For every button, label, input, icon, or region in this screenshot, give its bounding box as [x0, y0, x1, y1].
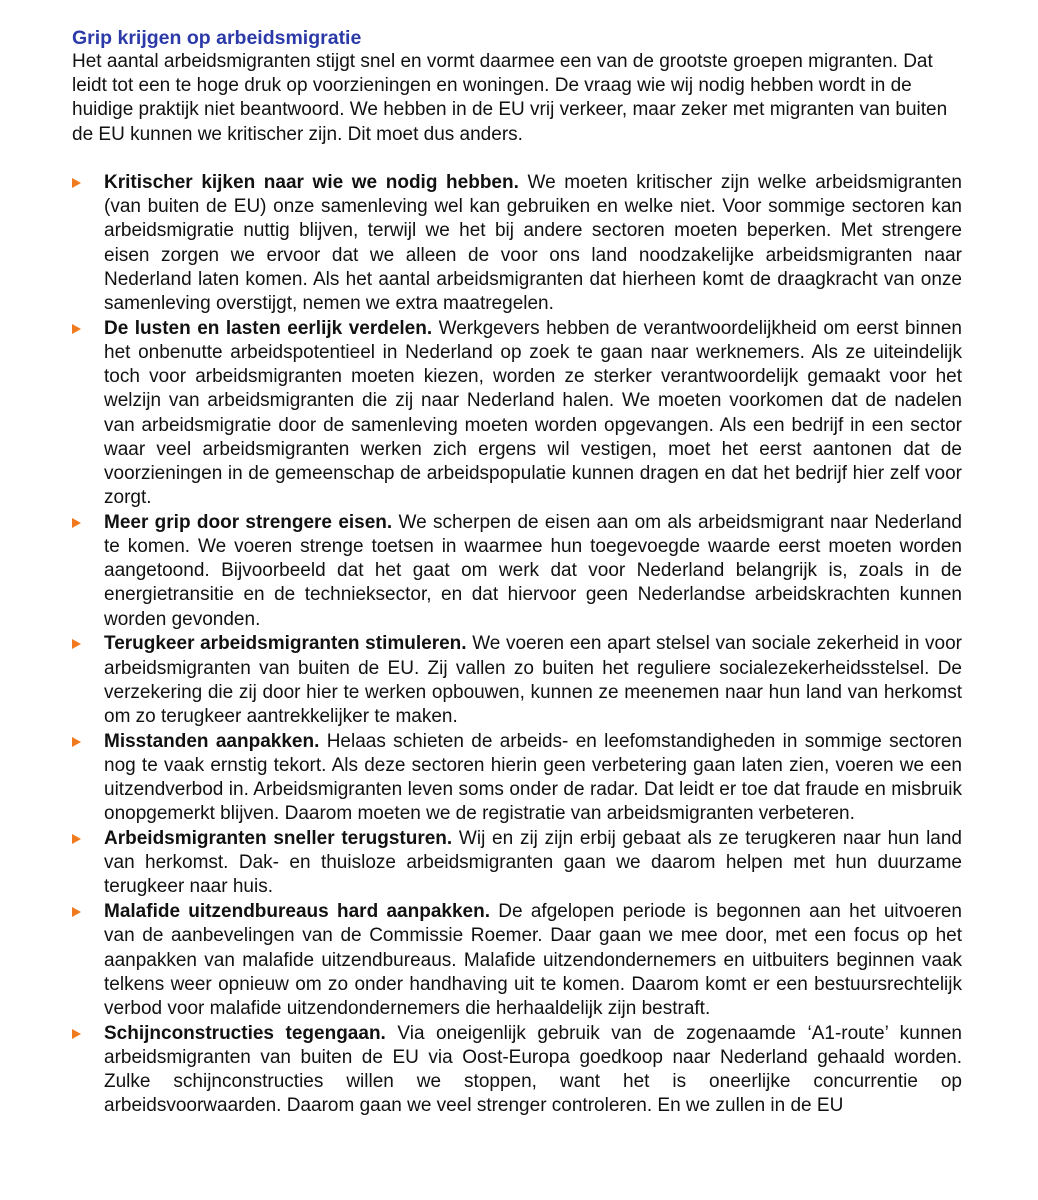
list-item [72, 827, 962, 900]
triangle-bullet-icon [72, 907, 81, 917]
bullet-lead: Kritischer kijken naar wie we nodig hebben. [104, 172, 519, 193]
list-item [72, 730, 962, 827]
bullet-list [72, 171, 962, 1119]
list-item [72, 317, 962, 511]
bullet-lead: De lusten en lasten eerlijk verdelen. [104, 317, 433, 339]
triangle-bullet-icon [72, 324, 81, 334]
list-item [72, 632, 962, 729]
bullet-text: Werkgevers hebben de verantwoordelijkheid om eerst binnen het onbenutte arbeidspotentieel in Nederland op zoek te gaan naar werknemers. Als ze uiteindelijk toch voor arbeidsmigranten moeten kiezen, worden ze sterker verantwoordelijk gemaakt voor het welzijn van arbeidsmigranten die zij naar Nederland halen. We moeten voorkomen dat de nadelen van arbeidsmigratie door de samenleving moeten worden opgevangen. Als een bedrijf in een sector waar veel arbeidsmigranten werken zich ergens wil vestigen, moet het eerst aantonen dat de voorzieningen in de gemeenschap de arbeidspopulatie kunnen dragen en dat het bedrijf hier zelf voor zorgt. [104, 317, 962, 509]
list-item [72, 511, 962, 632]
section-heading: Grip krijgen op arbeidsmigratie [72, 27, 362, 49]
triangle-bullet-icon [72, 1029, 81, 1039]
bullet-text: De afgelopen periode is begonnen aan het uitvoeren van de aanbevelingen van de Commissie Roemer. Daar gaan we mee door, met een focus op het aanpakken van malafide uitzendbureaus. Malafide uitzendondernemers en uitbuiters beginnen vaak telkens weer opnieuw om zo onder handhaving uit te komen. Daarom komt er een bestuursrechtelijk verbod voor malafide uitzendondernemers die herhaaldelijk zijn bestraft. [104, 901, 962, 1019]
bullet-text: Via oneigenlijk gebruik van de zogenaamde ‘A1-route’ kunnen arbeidsmigranten van buiten de EU via Oost-Europa goedkoop naar Nederland gehaald worden. Zulke schijnconstructies willen we stoppen, want het is oneerlijke concurrentie op arbeidsvoorwaarden. Daarom gaan we veel strenger controleren. En we zullen in de EU [104, 1022, 962, 1117]
triangle-bullet-icon [72, 178, 81, 188]
bullet-lead: Schijnconstructies tegengaan. [104, 1022, 386, 1044]
bullet-text: Wij en zij zijn erbij gebaat als ze terugkeren naar hun land van herkomst. Dak- en thuisloze arbeidsmigranten gaan we daarom helpen met hun duurzame terugkeer naar huis. [104, 827, 962, 898]
list-item [72, 171, 962, 316]
triangle-bullet-icon [72, 834, 81, 844]
bullet-lead: Malafide uitzendbureaus hard aanpakken. [104, 901, 490, 923]
bullet-lead: Misstanden aanpakken. [104, 730, 320, 752]
bullet-text: We moeten kritischer zijn welke arbeidsmigranten (van buiten de EU) onze samenleving wel kan gebruiken en welke niet. Voor sommige sectoren kan arbeidsmigratie nuttig blijven, terwijl we het bij andere sectoren moeten beperken. Met strengere eisen zorgen we ervoor dat we alleen de voor ons land noodzakelijke arbeidsmigranten naar Nederland laten komen. Als het aantal arbeidsmigranten dat hierheen komt de draagkracht van onze samenleving overstijgt, nemen we extra maatregelen. [104, 172, 962, 315]
bullet-text: We voeren een apart stelsel van sociale zekerheid in voor arbeidsmigranten van buiten de EU. Zij vallen zo buiten het reguliere socialezekerheidsstelsel. De verzekering die zij door hier te werken opbouwen, kunnen ze meenemen naar hun land van herkomst om zo terugkeer aantrekkelijker te maken. [104, 633, 962, 727]
bullet-lead: Terugkeer arbeidsmigranten stimuleren. [104, 633, 467, 655]
bullet-lead: Meer grip door strengere eisen. [104, 511, 393, 533]
bullet-text: We scherpen de eisen aan om als arbeidsmigrant naar Nederland te komen. We voeren strenge toetsen in waarmee hun toegevoegde waarde eerst moeten worden aangetoond. Bijvoorbeeld dat het gaat om werk dat voor Nederland belangrijk is, zoals in de energietransitie en de technieksector, en dat hiervoor geen Nederlandse arbeidskrachten kunnen worden gevonden. [104, 511, 962, 630]
triangle-bullet-icon [72, 639, 81, 649]
bullet-lead: Arbeidsmigranten sneller terugsturen. [104, 827, 453, 849]
triangle-bullet-icon [72, 737, 81, 747]
list-item [72, 1022, 962, 1119]
intro-paragraph: Het aantal arbeidsmigranten stijgt snel en vormt daarmee een van de grootste groepen migranten. Dat leidt tot een te hoge druk op voorzieningen en woningen. De vraag wie wij nodig hebben wordt in de huidige praktijk niet beantwoord. We hebben in de EU vrij verkeer, maar zeker met migranten van buiten de EU kunnen we kritischer zijn. Dit moet dus anders. [72, 51, 948, 145]
list-item [72, 900, 962, 1021]
triangle-bullet-icon [72, 518, 81, 528]
bullet-text: Helaas schieten de arbeids- en leefomstandigheden in sommige sectoren nog te vaak ernstig tekort. Als deze sectoren hierin geen verbetering gaan laten zien, voeren we een uitzendverbod in. Arbeidsmigranten leven soms onder de radar. Dat leidt er toe dat fraude en misbruik onopgemerkt blijven. Daarom moeten we de registratie van arbeidsmigranten verbeteren. [104, 730, 963, 825]
